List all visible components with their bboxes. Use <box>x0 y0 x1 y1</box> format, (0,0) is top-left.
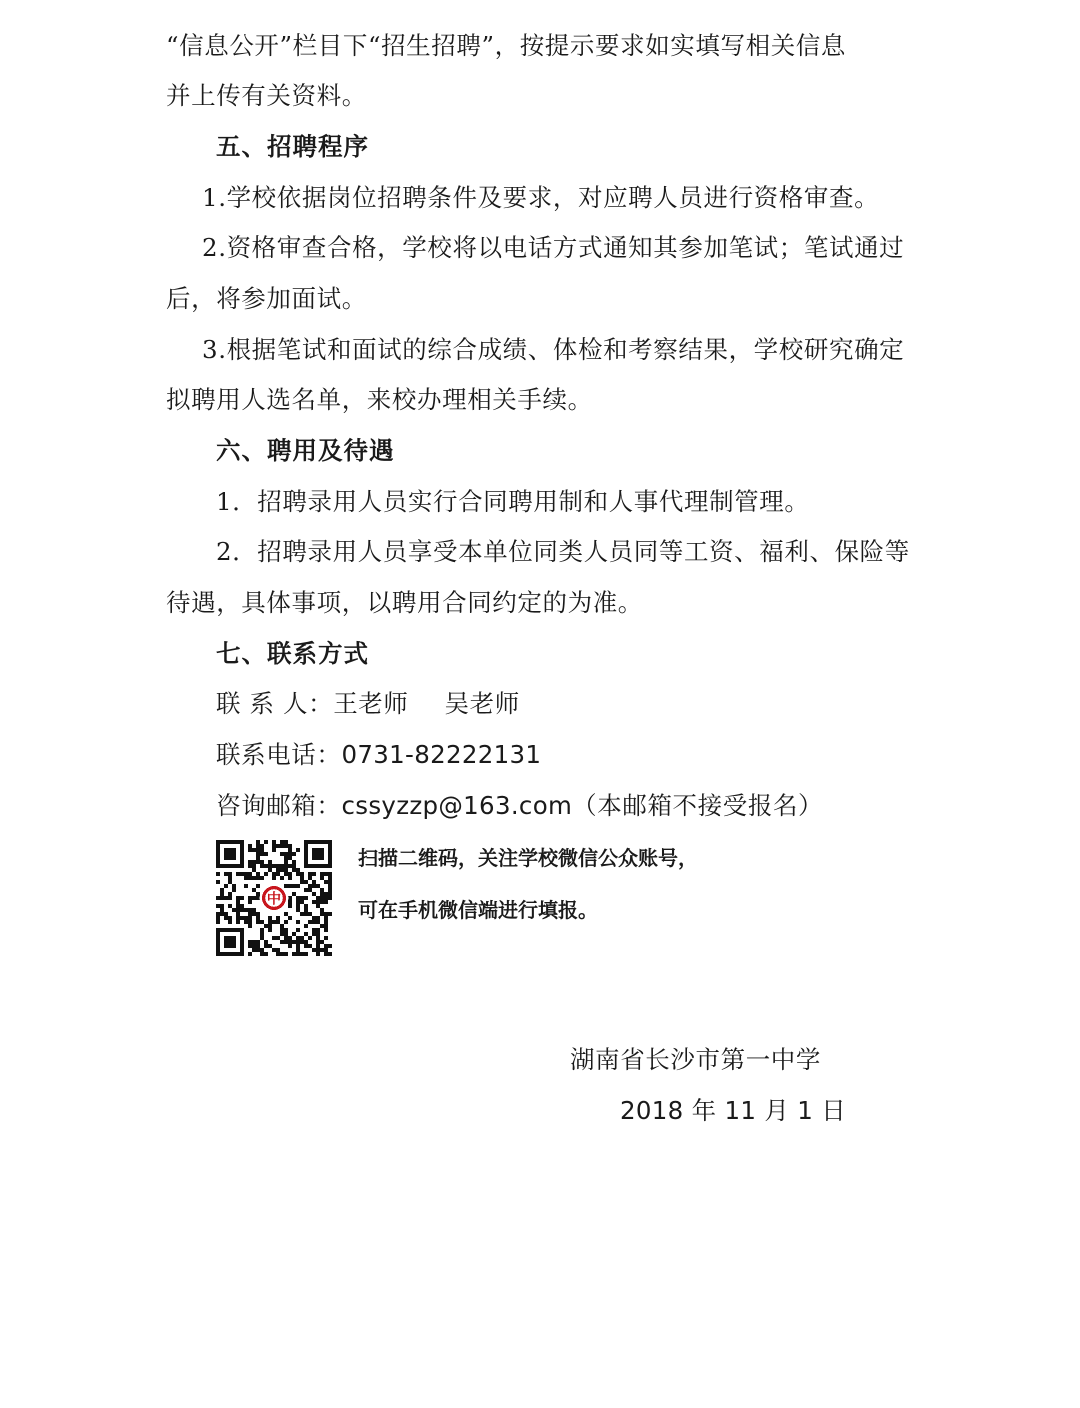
contact-phone-label: 联系电话： <box>216 740 342 769</box>
signature-organization: 湖南省长沙市第一中学 <box>570 1045 821 1074</box>
list-item: 1.学校依据岗位招聘条件及要求，对应聘人员进行资格审查。 <box>202 183 880 212</box>
contact-person-row <box>216 688 520 720</box>
school-logo-text: 中 <box>266 891 282 908</box>
list-item: 2．招聘录用人员享受本单位同类人员同等工资、福利、保险等 <box>216 537 910 566</box>
list-item-continuation: 后，将参加面试。 <box>166 284 367 313</box>
qr-code-icon <box>216 840 332 956</box>
list-item-continuation: 待遇，具体事项，以聘用合同约定的为准。 <box>166 588 643 617</box>
list-item: 3.根据笔试和面试的综合成绩、体检和考察结果，学校研究确定 <box>202 335 905 364</box>
paragraph-line: 并上传有关资料。 <box>166 81 367 110</box>
contact-person-label: 联 系 人： <box>216 689 334 718</box>
section-heading-contact: 七、联系方式 <box>216 639 369 668</box>
qr-instruction-line: 扫描二维码，关注学校微信公众账号， <box>358 846 698 870</box>
contact-person-2: 吴老师 <box>444 689 520 718</box>
paragraph-line: “信息公开”栏目下“招生招聘”，按提示要求如实填写相关信息 <box>166 31 846 60</box>
qr-instruction-line: 可在手机微信端进行填报。 <box>358 898 598 922</box>
section-heading-recruitment-procedure: 五、招聘程序 <box>216 132 369 161</box>
contact-email-address: cssyzzp@163.com <box>341 791 573 820</box>
list-item: 1．招聘录用人员实行合同聘用制和人事代理制管理。 <box>216 487 810 516</box>
list-item-continuation: 拟聘用人选名单，来校办理相关手续。 <box>166 385 593 414</box>
contact-email-label: 咨询邮箱： <box>216 791 342 820</box>
contact-phone-number: 0731-82222131 <box>341 740 542 769</box>
contact-email-row <box>216 790 823 822</box>
contact-phone-row <box>216 739 541 771</box>
signature-date: 2018 年 11 月 1 日 <box>620 1096 847 1125</box>
section-heading-employment-benefits: 六、聘用及待遇 <box>216 436 395 465</box>
list-item: 2.资格审查合格，学校将以电话方式通知其参加笔试；笔试通过 <box>202 233 905 262</box>
contact-email-note: （本邮箱不接受报名） <box>572 791 824 820</box>
contact-person-1: 王老师 <box>333 689 409 718</box>
